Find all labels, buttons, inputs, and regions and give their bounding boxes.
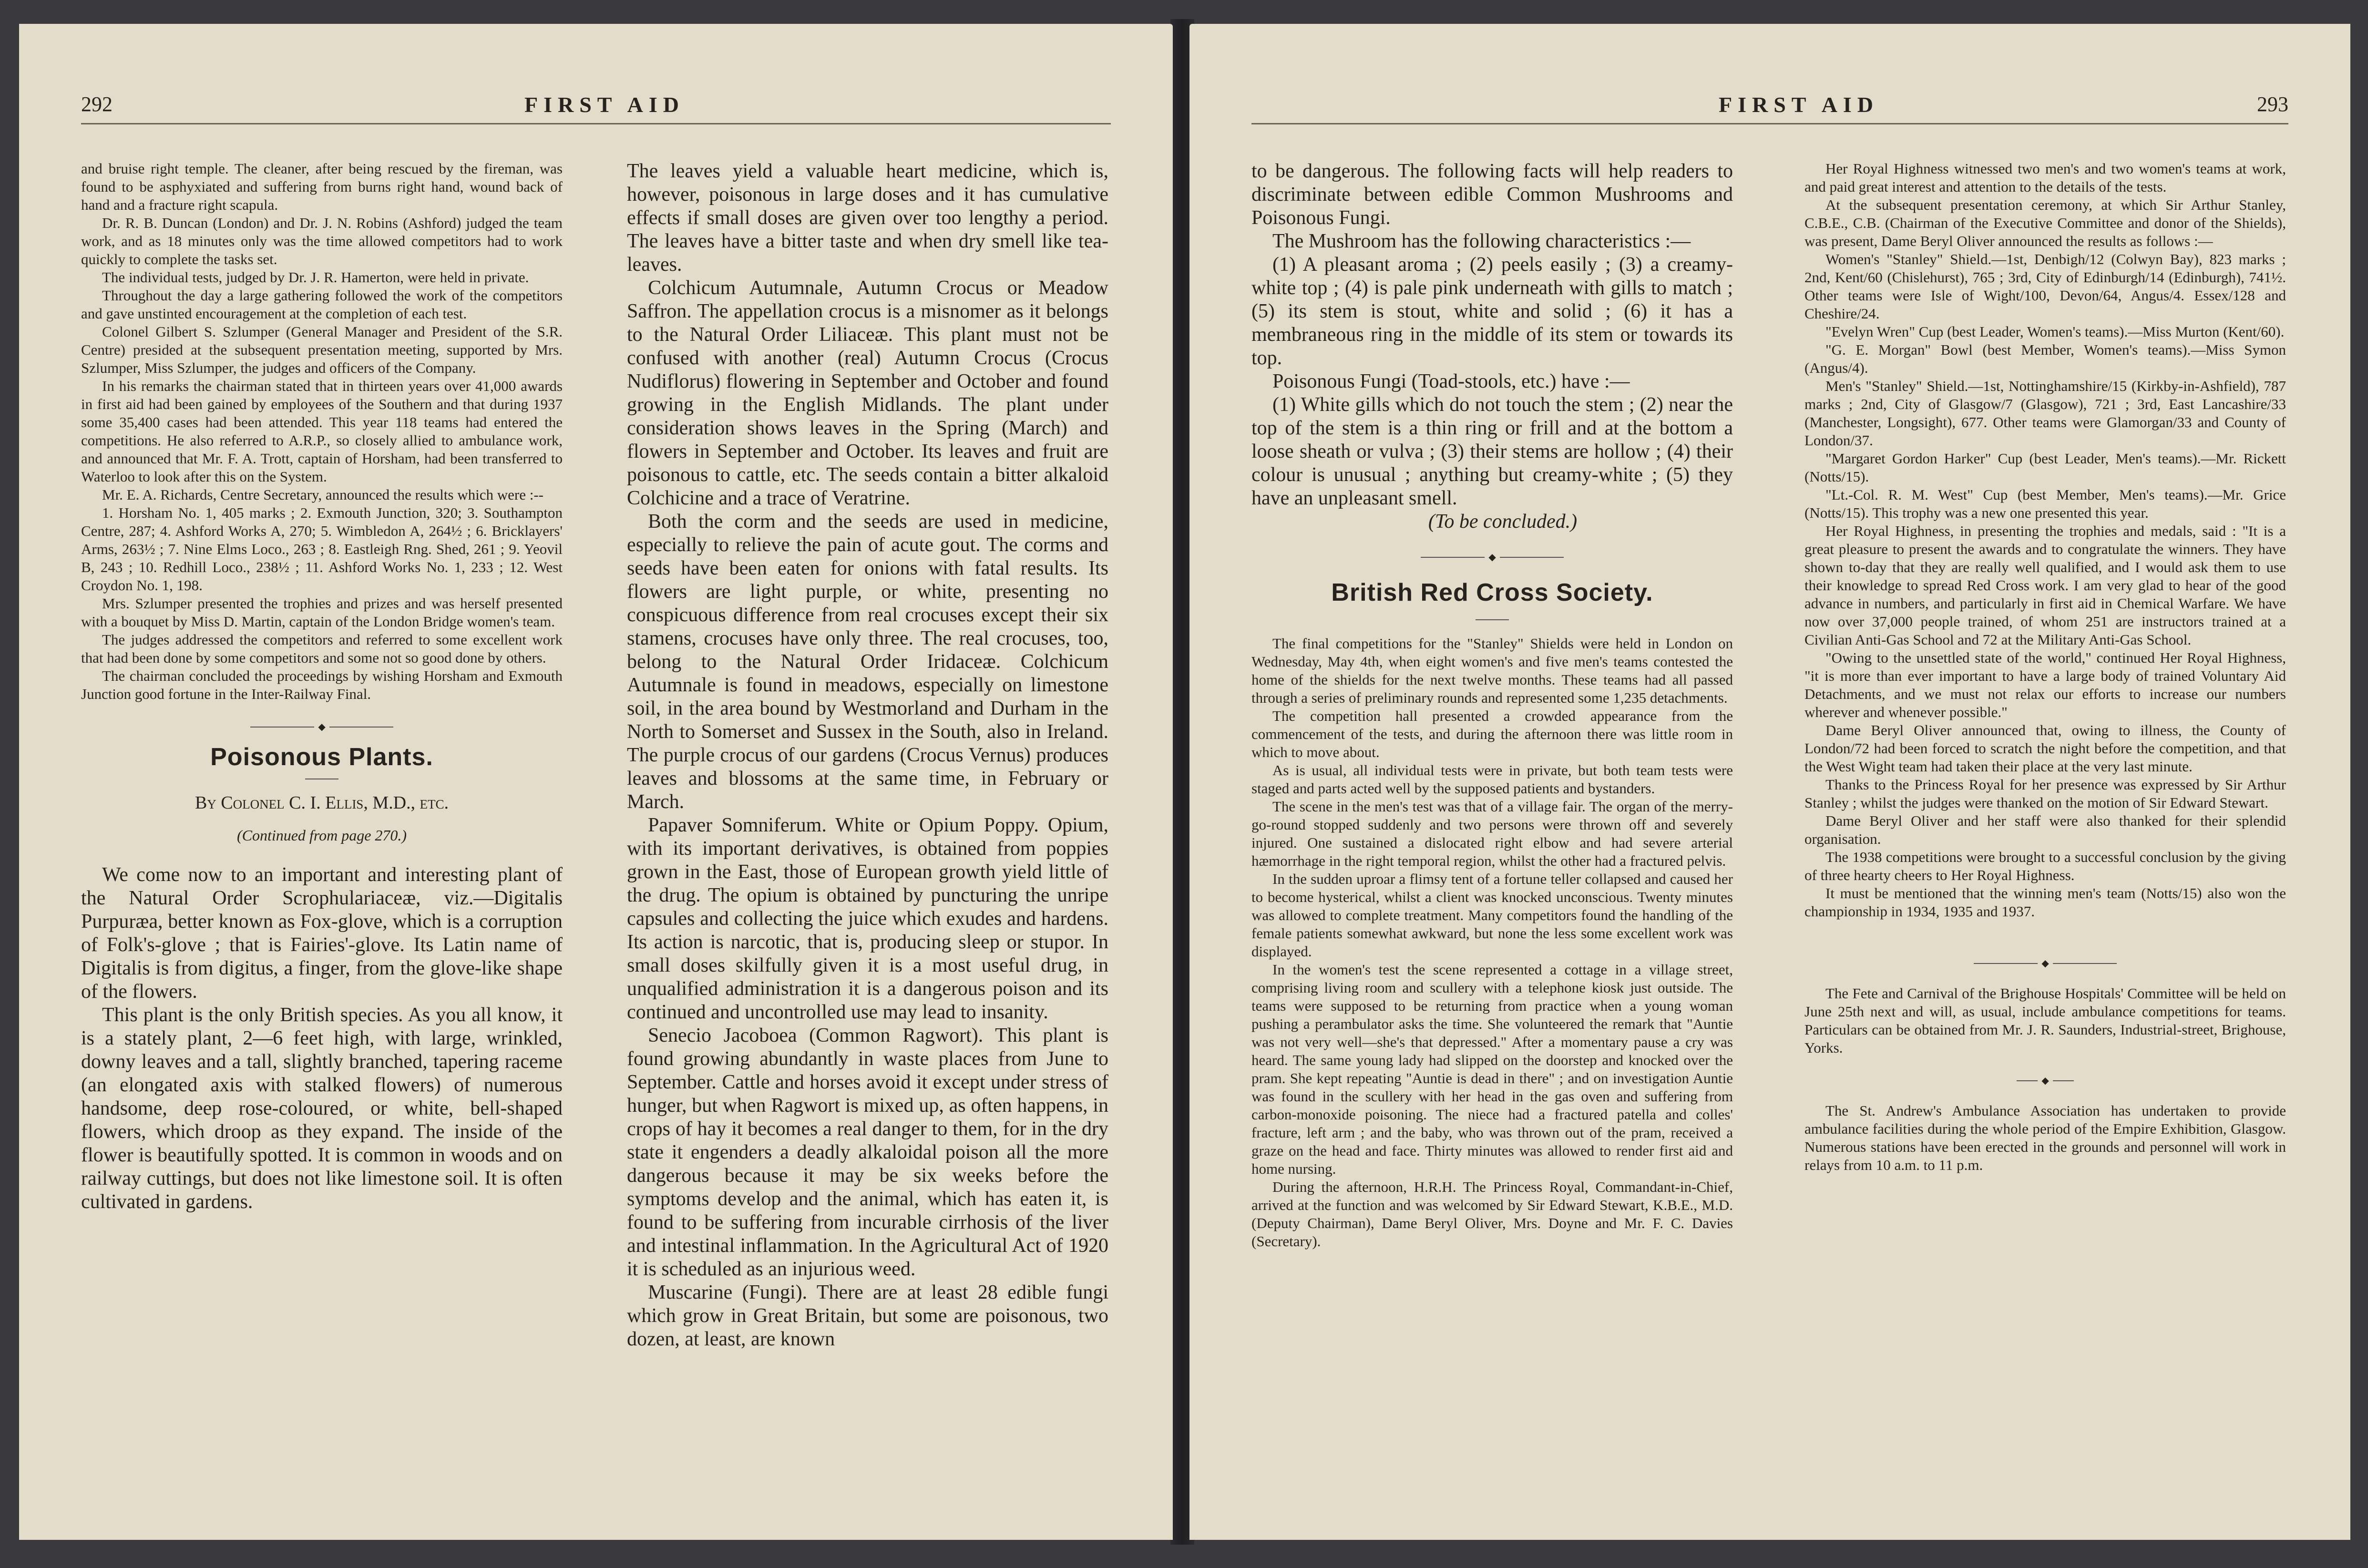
section-heading-red-cross: British Red Cross Society. — [1331, 579, 1653, 606]
paragraph: During the afternoon, H.R.H. The Princess Royal, Commandant-in-Chief, arrived at the function and was welcomed by Sir Edward Stewart, K.B.E., M.D. (Deputy Chairman), Dame Beryl Oliver, Mrs. Doyne and Mr. F. C. Davies (Secretary). — [1251, 1179, 1733, 1250]
notice-brighouse: The Fete and Carnival of the Brighouse Hospitals' Committee will be held on June 25th next and will, as usual, include ambulance competitions for teams. Particulars can be obtained from Mr. J. R. Saunders, Industrial-street, Brighouse, Yorks. — [1804, 985, 2286, 1056]
paragraph: Dr. R. B. Duncan (London) and Dr. J. N. Robins (Ashford) judged the team work, and as 18 minutes only was the time allowed competitors had to work quickly to complete the tasks set. — [81, 215, 563, 267]
paragraph: Mr. E. A. Richards, Centre Secretary, announced the results which were :-- — [102, 486, 543, 503]
paragraph: The leaves yield a valuable heart medicine, which is, however, poisonous in large doses and it has cumulative effects if small doses are given over too lengthy a period. The leaves have a bitter taste and when dry smell like tea-leaves. — [627, 160, 1108, 276]
page-number: 293 — [2257, 92, 2288, 116]
paragraph: The scene in the men's test was that of a village fair. The organ of the merry-go-round stopped suddenly and two persons were thrown off and severely injured. One sustained a dislocated right elbow and had severe arterial hæmorrhage in the right temporal region, whilst the other had a fractured pelvis. — [1251, 798, 1733, 869]
paragraph: As is usual, all individual tests were in private, but both team tests were staged and parts acted well by the supposed patients and bystanders. — [1251, 762, 1733, 797]
section-ornament: ◆ — [250, 722, 393, 732]
paragraph: Both the corm and the seeds are used in medicine, especially to relieve the pain of acute gout. The corms and seeds have been eaten for onions with fatal results. Its flowers are light purple, or white, presenting no conspicuous difference from real crocuses except their six stamens, crocuses have only three. The real crocuses, too, belong to the Natural Order Iridaceæ. Colchicum Autumnale is found in meadows, especially on limestone soil, in the area bound by Westmorland and Durham in the North to Somerset and Sussex in the South, also in Ireland. The purple crocus of our gardens (Crocus Vernus) produces leaves and blossoms at the same time, in February or March. — [627, 511, 1108, 813]
paragraph: In the women's test the scene represented a cottage in a village street, comprising living room and scullery with a telephone kiosk just outside. The teams were supposed to be returning from practice when a young woman pushing a perambulator asks the time. She volunteered the remark that "Auntie was not very well—she's that depressed." After a momentary pause a cry was heard. The same young lady had slipped on the doorstep and knocked over the pram. She kept repeating "Auntie is dead in there" ; and on investigation Auntie was found in the scullery with her head in the gas oven and suffering from carbon-monoxide poisoning. The niece had a fractured patella and colles' fracture, left arm ; and the baby, who was thrown out of the pram, received a graze on the head and face. Thirty minutes was allowed to render first aid and home nursing. — [1251, 961, 1733, 1177]
running-title: FIRST AID — [1719, 92, 1879, 117]
paragraph: "Lt.-Col. R. M. West" Cup (best Member, Men's teams).—Mr. Grice (Notts/15). This trophy was a new one presented this year. — [1804, 486, 2286, 521]
paragraph: Dame Beryl Oliver announced that, owing to illness, the County of London/72 had been forced to scratch the night before the competition, and that the West Wight team had taken their place at the very last minute. — [1804, 722, 2286, 775]
paragraph: Mrs. Szlumper presented the trophies and prizes and was herself presented with a bouquet by Miss D. Martin, captain of the London Bridge women's team. — [81, 595, 563, 630]
right-column-1 — [1251, 160, 1733, 1507]
paragraph: The individual tests, judged by Dr. J. R. Hamerton, were held in private. — [102, 269, 529, 286]
concluded-note: (To be concluded.) — [1428, 511, 1578, 533]
paragraph: It must be mentioned that the winning men's team (Notts/15) also won the championship in 1934, 1935 and 1937. — [1804, 885, 2286, 920]
paragraph: This plant is the only British species. As you all know, it is a stately plant, 2—6 feet high, with large, wrinkled, downy leaves and a tall, slightly branched, tapering raceme (an elongated axis with stalked flowers) of numerous handsome, deep rose-coloured, or white, bell-shaped flowers, which droop as they expand. The inside of the flower is beautifully spotted. It is common in woods and on railway cuttings, but does not like limestone soil. It is often cultivated in gardens. — [81, 1004, 563, 1213]
paragraph: Throughout the day a large gathering followed the work of the competitors and gave unstinted encouragement at the completion of each test. — [81, 287, 563, 322]
paragraph: "Owing to the unsettled state of the world," continued Her Royal Highness, "it is more than ever important to have a large body of trained Voluntary Aid Detachments, and we must not relax our efforts to increase our numbers wherever and whenever possible." — [1804, 649, 2286, 720]
paragraph: Colchicum Autumnale, Autumn Crocus or Meadow Saffron. The appellation crocus is a misnomer as it belongs to the Natural Order Liliaceæ. This plant must not be confused with another (real) Autumn Crocus (Crocus Nudiflorus) flowering in September and October and found growing in the English Midlands. The plant under consideration shows leaves in the Spring (March) and flowers in September and October. Its leaves and fruit are poisonous to cattle, etc. The seeds contain a bitter alkaloid Colchicine and a trace of Veratrine. — [627, 277, 1108, 509]
paragraph: "Margaret Gordon Harker" Cup (best Leader, Men's teams).—Mr. Rickett (Notts/15). — [1804, 450, 2286, 485]
paragraph: At the subsequent presentation ceremony, at which Sir Arthur Stanley, C.B.E., C.B. (Chairman of the Executive Committee and donor of the Shields), was present, Dame Beryl Oliver announced the results as follows :— — [1804, 196, 2286, 249]
section-heading-poisonous-plants: Poisonous Plants. — [210, 743, 433, 771]
right-page — [1189, 24, 2350, 1540]
paragraph: Men's "Stanley" Shield.—1st, Nottinghamshire/15 (Kirkby-in-Ashfield), 787 marks ; 2nd, City of Glasgow/7 (Glasgow), 721 ; 3rd, East Lancashire/33 (Manchester, Longsight), 677. Other teams were Glamorgan/33 and County of London/37. — [1804, 378, 2286, 449]
paragraph: to be dangerous. The following facts will help readers to discriminate between edible Common Mushrooms and Poisonous Fungi. — [1251, 160, 1733, 229]
paragraph: The chairman concluded the proceedings by wishing Horsham and Exmouth Junction good fortune in the Inter-Railway Final. — [81, 667, 563, 702]
paragraph: The final competitions for the "Stanley" Shields were held in London on Wednesday, May 4th, when eight women's and five men's teams contested the home of the shields for the next twelve months. These teams had all passed through a series of preliminary rounds and represented some 1,235 detachments. — [1251, 635, 1733, 706]
notice-st-andrews: The St. Andrew's Ambulance Association has undertaken to provide ambulance facilities during the whole period of the Empire Exhibition, Glasgow. Numerous stations have been erected in the grounds and personnel will work in relays from 10 a.m. to 11 p.m. — [1804, 1102, 2286, 1173]
paragraph: (1) A pleasant aroma ; (2) peels easily ; (3) a creamy-white top ; (4) is pale pink underneath with gills to match ; (5) its stem is stout, white and solid ; (6) it has a membraneous ring in the middle of its stem or towards its top. — [1251, 254, 1733, 369]
paragraph: Colonel Gilbert S. Szlumper (General Manager and President of the S.R. Centre) presided at the subsequent presentation meeting, supported by Mrs. Szlumper, Miss Szlumper, the judges and officers of the Company. — [81, 323, 563, 376]
paragraph: and bruise right temple. The cleaner, after being rescued by the fireman, was found to be asphyxiated and suffering from burns right hand, wound back of hand and a fracture right scapula. — [81, 160, 563, 213]
left-page — [19, 24, 1173, 1540]
paragraph: Papaver Somniferum. White or Opium Poppy. Opium, with its important derivatives, is obtained from poppies grown in the East, those of European growth yield little of the drug. The opium is obtained by puncturing the unripe capsules and collecting the juice which exudes and hardens. Its action is narcotic, that is, producing sleep or stupor. In small doses skilfully given it is a most useful drug, in unqualified administration it is a dangerous poison and its continued and uncontrolled use may lead to insanity. — [627, 814, 1108, 1023]
paragraph: In the sudden uproar a flimsy tent of a fortune teller collapsed and caused her to become hysterical, whilst a client was knocked unconscious. Twenty minutes was allowed to complete treatment. Many competitors found the handling of the female patients somewhat awkward, but none the less some excellent work was displayed. — [1251, 871, 1733, 960]
paragraph: The Mushroom has the following characteristics :— — [1272, 230, 1691, 252]
running-head-right — [1251, 90, 2288, 124]
left-column-1 — [81, 160, 563, 1507]
paragraph: "Evelyn Wren" Cup (best Leader, Women's teams).—Miss Murton (Kent/60). — [1825, 323, 2285, 340]
paragraph: The competition hall presented a crowded appearance from the commencement of the tests, and during the afternoon there was little room in which to move about. — [1251, 707, 1733, 760]
results-list: 1. Horsham No. 1, 405 marks ; 2. Exmouth Junction, 320; 3. Southampton Centre, 287; 4. Ashford Works A, 270; 5. Wimbledon A, 264½ ; 6. Bricklayers' Arms, 263½ ; 7. Nine Elms Loco., 263 ; 8. Eastleigh Rng. Shed, 261 ; 9. Yeovil B, 243 ; 10. Redhill Loco., 238½ ; 11. Ashford Works No. 1, 233 ; 12. West Croydon No. 1, 198. — [81, 504, 563, 594]
section-ornament: ◆ — [1974, 959, 2117, 968]
section-ornament: ◆ — [1421, 553, 1564, 562]
paragraph: Her Royal Highness witnessed two men's and two women's teams at work, and paid great interest and attention to the details of the tests. — [1804, 160, 2286, 195]
paragraph: Muscarine (Fungi). There are at least 28 edible fungi which grow in Great Britain, but some are poisonous, two dozen, at least, are known — [627, 1281, 1108, 1350]
paragraph: Poisonous Fungi (Toad-stools, etc.) have :— — [1272, 370, 1630, 392]
paragraph: In his remarks the chairman stated that in thirteen years over 41,000 awards in first aid had been gained by employees of the Southern and that during 1937 some 35,400 cases had been attended. This year 118 teams had entered the competitions. He also referred to A.R.P., so closely allied to ambulance work, and announced that Mr. F. A. Trott, captain of Horsham, had been transferred to Waterloo to look after this on the System. — [81, 378, 563, 485]
paragraph: Dame Beryl Oliver and her staff were also thanked for their splendid organisation. — [1804, 812, 2286, 847]
paragraph: Her Royal Highness, in presenting the trophies and medals, said : "It is a great pleasure to present the awards and to congratulate the winners. They have shown to-day that they are really well qualified, and I would ask them to use their knowledge to spread Red Cross work. I am very glad to hear of the good advance in numbers, and particularly in first aid in Chemical Warfare. We have now over 37,000 people trained, of whom 251 are instructors trained at a Civilian Anti-Gas School and 72 at the Military Anti-Gas School. — [1804, 523, 2286, 648]
paragraph: Senecio Jacoboea (Common Ragwort). This plant is found growing abundantly in waste places from June to September. Cattle and horses avoid it except under stress of hunger, but when Ragwort is mixed up, as often happens, in crops of hay it becomes a real danger to them, for in the dry state it engenders a deadly alkaloidal poison all the more dangerous because it may be six weeks before the symptoms develop and the animal, which has eaten it, is found to be suffering from incurable cirrhosis of the liver and intestinal inflammation. In the Agricultural Act of 1920 it is scheduled as an injurious weed. — [627, 1025, 1108, 1280]
right-column-2 — [1804, 160, 2286, 1507]
page-number: 292 — [81, 92, 113, 116]
running-head-left — [81, 90, 1111, 124]
left-column-2 — [627, 160, 1108, 1507]
paragraph: Thanks to the Princess Royal for her presence was expressed by Sir Arthur Stanley ; whilst the judges were thanked on the motion of Sir Edward Stewart. — [1804, 776, 2286, 811]
continued-note: (Continued from page 270.) — [236, 827, 407, 844]
paragraph: The 1938 competitions were brought to a successful conclusion by the giving of three hearty cheers to Her Royal Highness. — [1804, 849, 2286, 883]
paragraph: The judges addressed the competitors and referred to some excellent work that had been done by some competitors and some not so good done by others. — [81, 631, 563, 666]
divider — [1476, 619, 1509, 620]
paragraph: We come now to an important and interesting plant of the Natural Order Scrophulariaceæ, viz.—Digitalis Purpuræa, better known as Fox-glove, which is a corruption of Folk's-glove ; that is Fairies'-glove. Its Latin name of Digitalis is from digitus, a finger, from the glove-like shape of the flowers. — [81, 864, 563, 1003]
running-title: FIRST AID — [524, 92, 685, 117]
byline: By Colonel C. I. Ellis, M.D., etc. — [195, 793, 449, 813]
paragraph: (1) White gills which do not touch the stem ; (2) near the top of the stem is a thin ring or frill and at the bottom a loose sheath or vulva ; (3) their stems are hollow ; (4) their colour is unusual ; anything but creamy-white ; (5) they have an unpleasant smell. — [1251, 394, 1733, 509]
paragraph: "G. E. Morgan" Bowl (best Member, Women's teams).—Miss Symon (Angus/4). — [1804, 341, 2286, 376]
paragraph: Women's "Stanley" Shield.—1st, Denbigh/12 (Colwyn Bay), 823 marks ; 2nd, Kent/60 (Chislehurst), 765 ; 3rd, City of Edinburgh/14 (Edinburgh), 741½. Other teams were Isle of Wight/100, Devon/64, Angus/4. Essex/128 and Cheshire/24. — [1804, 251, 2286, 322]
section-ornament: ◆ — [2017, 1076, 2074, 1086]
